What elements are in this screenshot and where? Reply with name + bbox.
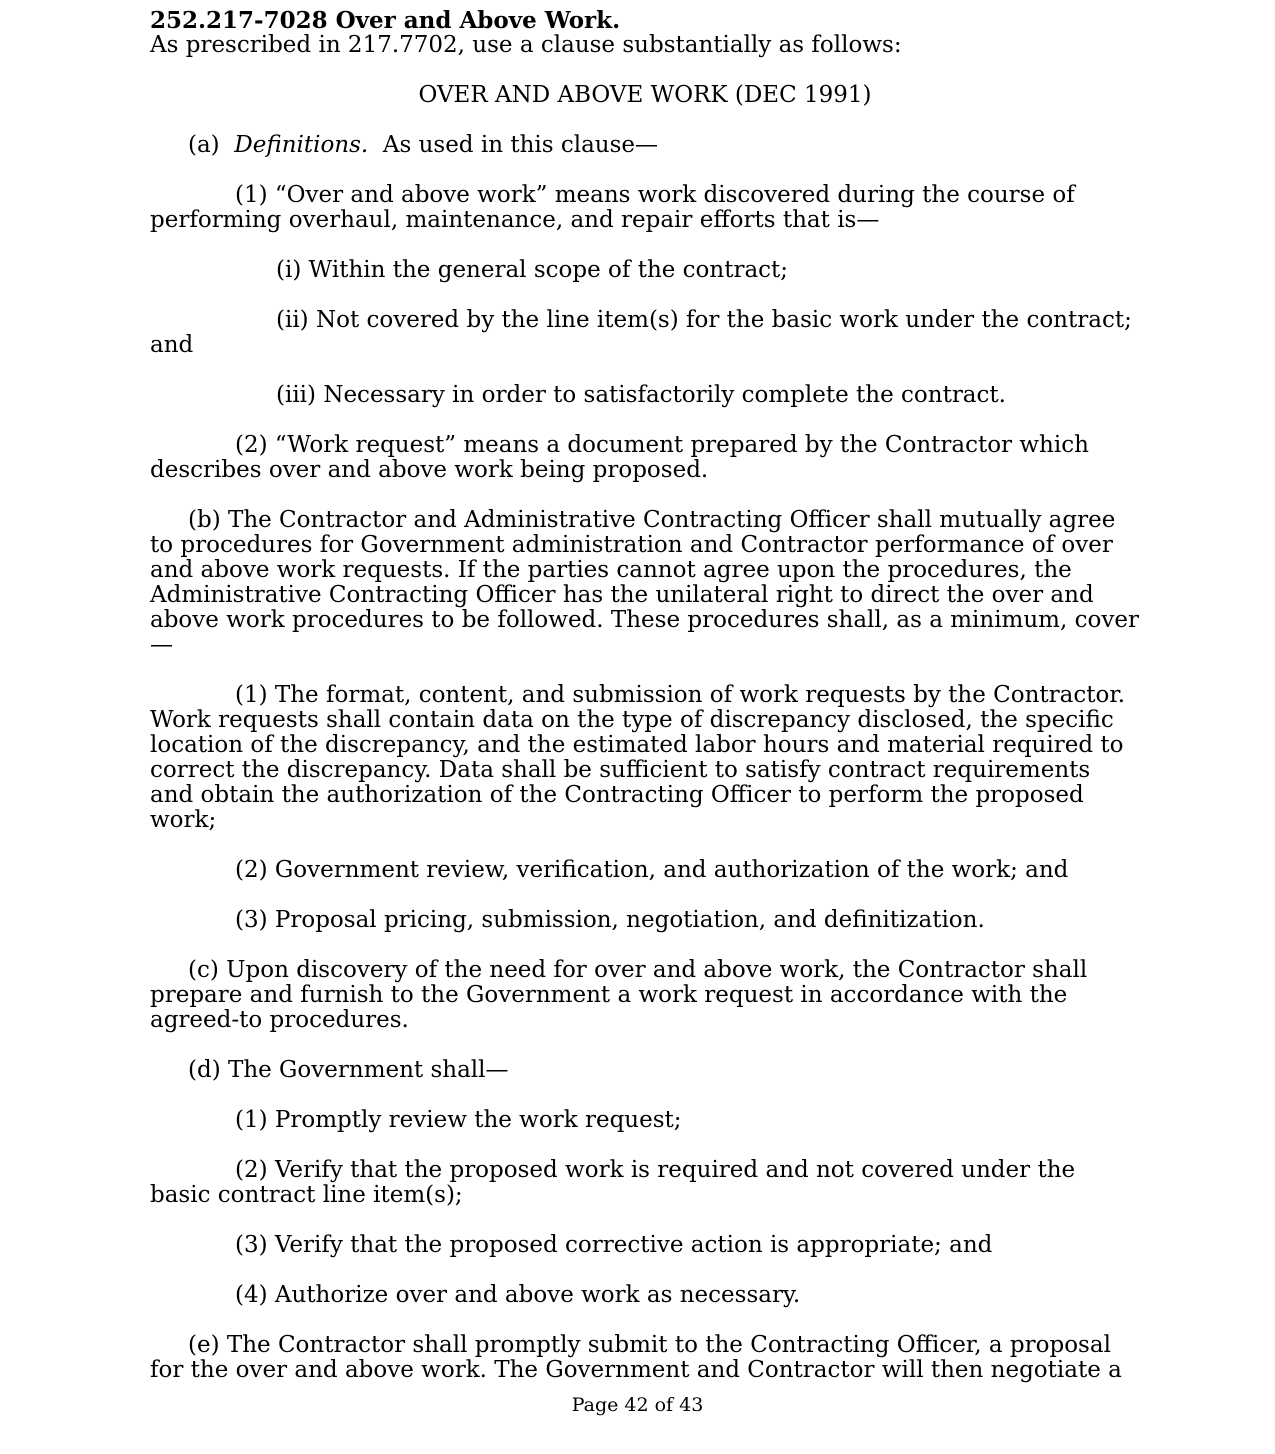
paragraph-a1: (1) “Over and above work” means work discovered during the course of performing overhaul, maintenance, and repair efforts that is—	[150, 182, 1075, 233]
definitions-heading: Definitions.	[234, 132, 369, 158]
clause-title: OVER AND ABOVE WORK (DEC 1991)	[418, 82, 872, 108]
paragraph-d: (d) The Government shall—	[188, 1057, 509, 1083]
paragraph-a1-i: (i) Within the general scope of the contract;	[276, 257, 789, 283]
paragraph-a1-iii: (iii) Necessary in order to satisfactorily complete the contract.	[276, 382, 1006, 408]
paragraph-b: (b) The Contractor and Administrative Contracting Officer shall mutually agree to procedures for Government administration and Contractor performance of over and above work requests. If the parties cannot agree upon the procedures, the Administrative Contracting Officer has the unilateral right to direct the over and above work procedures to be followed. These procedures shall, as a minimum, cover—	[150, 507, 1139, 658]
paragraph-a1-ii: (ii) Not covered by the line item(s) for the basic work under the contract;	[276, 307, 1132, 333]
paragraph-d4: (4) Authorize over and above work as necessary.	[235, 1282, 801, 1308]
paragraph-b2: (2) Government review, verification, and authorization of the work; and	[235, 857, 1069, 883]
paragraph-d1: (1) Promptly review the work request;	[235, 1107, 682, 1133]
paragraph-a	[150, 133, 1140, 158]
prescription-text: As prescribed in 217.7702, use a clause substantially as follows:	[150, 32, 902, 58]
paragraph-b3: (3) Proposal pricing, submission, negotiation, and definitization.	[235, 907, 985, 933]
paragraph-b1: (1) The format, content, and submission of work requests by the Contractor. Work requests shall contain data on the type of discrepancy disclosed, the specific location of the discrepancy, and the estimated labor hours and material required to correct the discrepancy. Data shall be sufficient to satisfy contract requirements and obtain the authorization of the Contracting Officer to perform the proposed work;	[150, 682, 1126, 833]
clause-heading: 252.217-7028 Over and Above Work.	[150, 7, 621, 34]
paragraph-a2: (2) “Work request” means a document prepared by the Contractor which describes over and above work being proposed.	[150, 432, 1089, 483]
paragraph-a-label: (a)	[188, 132, 220, 158]
page-number: Page 42 of 43	[571, 1394, 704, 1416]
paragraph-e: (e) The Contractor shall promptly submit to the Contracting Officer, a proposal for the over and above work. The Government and Contractor will then negotiate a	[150, 1332, 1122, 1383]
paragraph-a-text: As used in this clause—	[382, 132, 659, 158]
paragraph-c: (c) Upon discovery of the need for over and above work, the Contractor shall prepare and furnish to the Government a work request in accordance with the agreed-to procedures.	[150, 957, 1088, 1033]
paragraph-d3: (3) Verify that the proposed corrective action is appropriate; and	[235, 1232, 993, 1258]
paragraph-a1-ii-continued: and	[150, 332, 194, 358]
document-page	[150, 8, 1140, 1383]
paragraph-d2: (2) Verify that the proposed work is required and not covered under the basic contract line item(s);	[150, 1157, 1076, 1208]
